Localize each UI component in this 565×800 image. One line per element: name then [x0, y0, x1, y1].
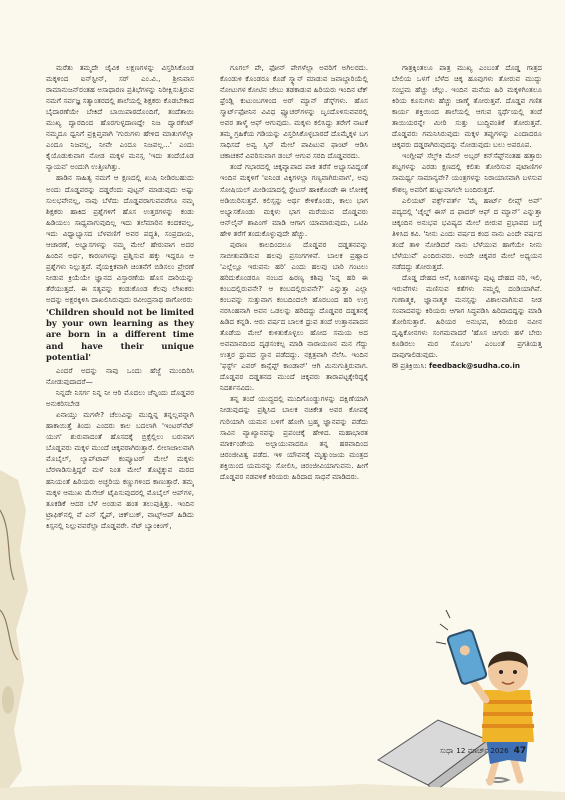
paragraph: ದೊಡ್ಡ ದೇಹದ ಆನೆ, ಸಿಂಹಗಳನ್ನು ಪುಟ್ಟ ದೇಹದ ನರಿ, ಇಲಿ, ಇರುವೆಗಳು ಮಣಿಸುವ ಕತೆಗಳು ನಮ್ಮಲ್ಲಿ ದಂಡಿಯಾಗಿವೆ. ಗುಣಾತ್ಮಕ, ಜ್ಞಾನಾತ್ಮಕ ಮನಸ್ಸನ್ನು ವಿಶಾಲವಾಗಿಸುವ ನೀಡ ಸಂವಾದವನ್ನು ಕಿರಿಯರು ಆಗಾಗ ಸಿದ್ಧಪಡಿಸಿ ಹಿರಿದಾದದ್ದನ್ನು ಮಾಡಿ ತೋರಿಸುತ್ತಾರೆ. ಹಿರಿಯರ ಅನುಭವ, ಕಿರಿಯರ ನವೀನ ದೃಷ್ಟಿಕೋನಗಳು ಸಂಗಮವಾದರೆ 'ಹೊಸ ಚಿಗುರು ಹಳೆ ಬೇರು ಕೂಡಿರಲು ಮರ ಸೊಬಗು' ಎಂಬಂತೆ ಪ್ರಗತಿಯತ್ತ ದಾಪುಗಾಲಿಡುವುದು. — [392, 272, 542, 360]
left-edge-illustration — [0, 470, 30, 800]
verse-lines: ನಿನ್ನದೇ ನಿಸರ್ಗ ನಿನ್ನ ನೀ ಆರಿ ಮೊದಲು ಚೆನ್ನಿಂದು ದೊಡ್ಡವರ ಅನುಕರಿಸಬೇಡ — [46, 388, 194, 409]
paragraph: ಇಂಗ್ಲೀಷ್ ಸೆಲ್ಫ್‌ಕಿ ಮೇನ್ ಅಬ್ಸರ್ ಕನ್‌ಸೆಪ್ಟ್‌ನಂತಹ ಹತ್ತಾರು ಶಬ್ದಗಳನ್ನು ಎರಡು ಕ್ಷಣದಲ್ಲಿ ಕಲಿತು ತೋರಿಸುವ ಪುಟಾಣಿಗಳ ಸಾಮರ್ಥ್ಯ ಸಾಮಾನ್ಯವೇ? ಯಂತ್ರಗಳನ್ನು ನಿರಾಯಾಸವಾಗಿ ಬಳಸುವ ಕೌಶಲ್ಯ ಅವರಿಗೆ ಹುಟ್ಟುವಾಗಲೇ ಬಂದಿರುತ್ತದೆ. — [392, 151, 542, 194]
english-quote: 'Children should not be limited by your own learning as they are born in a different time and have their unique potential' — [46, 307, 194, 362]
paragraph: ಎಂದರೆ ಅದನ್ನು ನಾವು ಒಂದು ಹೆಜ್ಜೆ ಮುಂದಿರಿಸಿ ನೋಡುವುದಾದರೆ— — [46, 366, 194, 387]
paragraph: ತಂದೆ ಗಭಾರದಲ್ಲಿ ಚಿಕ್ಕವ್ಯಾಪಾದ ಪಾಕ ತರೆಸೆ ಅಭ್ಯಾಸವಿದ್ದಂತೆ ಇಂದಿನ ಮಕ್ಕಳಿಗೆ 'ಐನಿಂಡ ವಿಕ್ಕಿಗಳಲ್ಲಾ ಗಣ್ಯವಾಗಿರುವಾಗ', ಅವು ಸೋಷಿಯಲ್ ಮೀಡಿಯಾದಲ್ಲಿ ಸ್ಟೇಟಸ್ ಹಾಕಿಕೊಂಡೇ ಈ ಲೋಕಕ್ಕೆ ಅಡಿಯಿರಿಸುತ್ತವೆ. ಕಲಿಸ್ಸನ್ನು ಅರ್ಥ ಕೇಳಿಕೊಂಡು, ಕಾಲು ಭಾಗ ಅಭ್ಯಾಸಕೊಂಡು ಮಕ್ಕಳು ಭಾಗ ಮರೆಯುವ ದೊಡ್ಡವರು ಆನ್‌ಲೈನ್ ಶಾಪಿಂಗ್ ಮಾಡಿ ಆಗಾಗ ಯಾಮಾರುವುದು, ಒಟಿಪಿ ಹೇಳಿ ತರೆಗೆ ತಂದುಕೊಳ್ಳುವುದೇ ಹೆಚ್ಚು. — [220, 162, 368, 238]
feedback-credit — [392, 360, 542, 371]
paragraph: ಗಾತ್ರಕ್ಕಿಂತಲೂ ಪಾತ್ರ ಮುಖ್ಯ ಎಂಬಂತೆ ದೊಡ್ಡ ಗಾತ್ರದ ಬೇಲಿಯ ಒಳಗೆ ಬೆಳೆದ ಚಿಕ್ಕ ಹೂವುಗಳು ತೋರುವ ಮುದ್ದು ಸಂಭ್ರಮ ಹೆಚ್ಚು ಚೆಲ್ಲು. ಇಂದಿನ ಮನೆಯ ಹಿರಿ ಮಕ್ಕಳಿಗಿಂತಲೂ ಕಿರಿಯ ಕೂಸುಗಳು ಹೆಚ್ಚು ಜಾಣ್ಮೆ ತೋರುತ್ತವೆ. ದೊಡ್ಡವ ಗಣಿತ ಕಾರ್ಯ ಶಕ್ತಿಯಿಂದ ಶಾಲೆಯಲ್ಲಿ ಆಗುವ ಸ್ಪರ್ಧೆಯಲ್ಲಿ ತಂದೆ ತಾಯಿಯರನ್ನೇ ಮೀರಿ ಸುತ್ತು ಬುದ್ಧಿವಂತಿಕೆ ತೋರುತ್ತವೆ. ದೊಡ್ಡವರು ಗಮನಿಸಿರುವುದು ಮಕ್ಕಳ ತಪ್ಪುಗಳನ್ನು ಎಂದಾದರೂ ಚಿಕ್ಕವರು ದಡ್ಡರಾಗಿರುವುದನ್ನು ನೋಡುವುದು ಬಲು ಅಪರೂಪ. — [392, 63, 542, 150]
article-column-2 — [220, 62, 368, 742]
paragraph: ಹಾಡಿನ ಸಾಹಿತ್ಯ ನಮಗೆ ಆ ಕ್ಷಣದಲ್ಲಿ ಖುಷಿ ನೀಡಿರಬಹುದು ಅಂದು ದೊಡ್ಡವರನ್ನು ದಡ್ಡರೆಂದು ಪುಟ್ಟನ್ ಮಾಡುವುದು ಅಷ್ಟು ಸುಲಭವೇನಲ್ಲ, ನಾವು ಬೆಳೆದು ದೊಡ್ಡವರಾಗುವವರೆಗೂ ನಮ್ಮ ಶಿಕ್ಷಕರು ಹಾಕಿದ ಪ್ರಶ್ನೆಗಳಿಗೆ ಹೊಸ ಉತ್ತರಗಳನ್ನು ಕಂಡು ಹಿಡಿಯಲು ಸಾಧ್ಯವಾಗುವುದಿಲ್ಲ ಇದು ತಲೆಮಾರಿನ ಕಂದಕವಲ್ಲ, ಇದು ವಿಧ್ಯಾಭ್ಯಾಸದ ಬೆಳವಣಿಗೆ ಅವರ ಪದ್ಧತಿ, ಸಂಪ್ರದಾಯ, ಆಚಾರಣೆ, ಅಭ್ಯಾಸಗಳನ್ನು ನಮ್ಮ ಮೇಲೆ ಹೇರುವಾಗ ಅದರ ಹಿಂದಿನ ಅರ್ಥ, ಕಾರಣಗಳನ್ನು ಪ್ರಶ್ನಿಸುವ ಹಕ್ಕು ಇದ್ದರೂ ಆ ಪ್ರಶ್ನೆಗಳು ನಿಲ್ಲುತ್ತವೆ. ವೈಯಕ್ತಿಕವಾಗಿ ಚಿಂತನೆಗೆ ಬಿಡಿಸಲು ಪ್ರೇರಣೆ ನೀಡುವ ಕ್ರಿಯೆಯೇ ಜ್ಞಾನದ ವಿಸ್ತಾರಣೆಯ ಹೊಸ ದಾರಿಯನ್ನು ತೆರೆಯುತ್ತದೆ. ಈ ಸತ್ಯವನ್ನು ಕಂಡುಕೊಂಡ ಕೆಲವು ಲೇಖಕರು ಅದನ್ನು ಅಕ್ಷರಕ್ಕಿಳಿಸಿ ದಾಖಲಿಸಿರುವುದು ರವೀಂದ್ರನಾಥ ಠಾಗೋರರು — [46, 173, 194, 304]
paragraph: ಎಲಿಯಟ್ ವರ್ಕ್ಸ್‌ವರ್ತ್ 'ಮೈ ಹಾರ್ಟ್ ಲೀಪ್ಸ್ ಅಪ್' ಪದ್ಯದಲ್ಲಿ 'ಚೈಲ್ಡ್ ಈಸ್ ದ ಫಾದರ್ ಆಫ್ ದ ಮ್ಯಾನ್' ಎನ್ನುತ್ತಾ ಚಿಕ್ಕಂದಿನ ಅನುಭವ ಭವಿಷ್ಯದ ಮೇಲೆ ಬೀರುವ ಪ್ರಭಾವದ ಬಗ್ಗೆ ತಿಳಿಸಿದ ಕವಿ. 'ನೀನು ಎಂದು ವರ್ಷದ ಕಂದ ನಾನು ಎಂದೇ ವರ್ಷದ ತಂದೆ ತಾಳಿ ನೋಡಿದರೆ ನಾನು ಬೆಳೆಯುವ ಹಾಗೆಯೇ ನೀನು ಬೆಳೆಯುವೆ' ಎಂದಿರುವರು. ಅಂದೇ ಚಿಕ್ಕವರ ಮೇಲೆ ಅಧ್ಯಯನ ನಡೆದದ್ದು ತೋರುತ್ತದೆ. — [392, 195, 542, 271]
article-column-3 — [392, 62, 542, 662]
paragraph: ಮರೆತು ತಮ್ಮದೇ ಜೈವಿಕ ಲಕ್ಷಣಗಳನ್ನು ವಿಸ್ತರಿಸಿಕೊಂಡ ಮಕ್ಕಳಿಂದ ಐನ್‌ಸ್ಟೀನ್, ಸರ್ ಎಂ.ವಿ., ಶ್ರೀನಿವಾಸ ರಾಮಾನುಜನ್‌ರಂತಹ ಅಸಾಧಾರಣ ಪ್ರತಿಭೆಗಳನ್ನು ನಿರೀಕ್ಷಿಸುತ್ತಿರುವ ನಮಗೆ ಸರ್ವಜ್ಞ ಸತ್ಯಾಂತರದಲ್ಲಿ ಶಾಲೆಯಲ್ಲಿ ಶಿಕ್ಷಕರು ಕೊಡಬೇಕಾದ ಬೈದಾರಣೆಯೇ ಬೇಕಿದೆ ಬಾಯಿಪಾಠದೊಂದಿಗೆ, ತಂದೆತಾಯಿ ಮುಖ್ಯ ದ್ವಾರದಿಂದ ಹೊರಗುಳ್ಳದಾಣದ್ದೇ ನಿಜ ದ್ವಾರಕೆಂಟ್ ನಮ್ಮದೂ ಧ್ವನಿಗೆ ಪ್ರಕ್ಷಿಪ್ತವಾಗಿ 'ಗುರುಗಳು ಹೇಳಿದ ಮಾತುಗಳೆಲ್ಲಾ ಎಂದೂ ನಿಜವಲ್ಲ, ನೀವೇ ಎಂದೂ ನಿಜವಲ್ಲ...' ಎಂದು ಕೈಯೊಡುಕುವಾಗ ನೋಡ ಮಕ್ಕಳ ಮನಸ್ಸ 'ಇದು ತಂದೆಯೊಡ ನ್ಯಾಯವ' ಅಂದುಗಿ ಉತ್ತಿಣಗಿತ್ತು. — [46, 63, 194, 172]
paragraph: ಗೂಗಲ್ ಪೇ, ಫೋನ್ ಪೇಗಳೆಲ್ಲಾ ಅವರಿಗೆ ಅಗಿಲರದು. ಕೊಂಡುಳಿ ಕೊಂಡರೂ ಕೊಡೆ ಸ್ಕ್ಯಾನ್ ಮಾಡುವ ಜವಾಬ್ದಾರಿಯೆಲ್ಲಿ ನೋಟುಗಳ ಕೋಟಿನ ಜೇಬು ತಡಕಾಡುವ ಹಿರಿಯರು ಇಂದಿನ ಟೆಕ್ ಫ್ರೆಂಡ್ಲಿ ಕುಟುಂಬಗಳಿಂದ ಅರ್ ಮ್ಯಾನ್ ಡೆಸ್ಕ್‌ಗಳು. ಹೊಸ ಸ್ಮಾರ್ಟ್‌ಫೋನಿನ ವಿವಿಧ ಫ್ಯೂಚರ್‌ಗಳನ್ನು ಬೃಂದೊಳಿಸುವವರಲ್ಲಿ ಅವರ ತಾಳ್ಮೆ ಆಫ್ ಆಗುವುದು. ಮಕ್ಕಳು ಕಲಿಸಿದ್ದು ತರೇಗೆ ನಾಟಕೆ ತಮ್ಮ ಗ್ರಹಿಕೆಯ ಗಡಿಯನ್ನು ವಿಸ್ತರಿಸಿಕೊಳ್ಳಬಾರದೆ ದೊಮ್ಮೆಕ್ಕಳ ಬಗ ಸಾಧಿಸದೆ ಅವ್ವ ಸ್ಕಿನ್ ಮೇಲೆ ಪಾಪಿಟುವ ಫಾಂಟ್ ಆಡಿಸಿ ಚಕಾಚಕನೆ ವಿವರಿಸುವಾಗ ಡಂಬ್ ಆಗುವ ಸರದಿ ದೊಡ್ಡವರದು. — [220, 63, 368, 161]
page-number: 47 — [513, 746, 527, 756]
paragraph: ಪುರಾಣ ಕಾಲದಿಂದಲೂ ದೊಡ್ಡವರ ದಡ್ಡತನವನ್ನು ಸಾಬೀತುಪಡಿಸುವ ಹಲವು ಪ್ರಸಂಗಗಳಿವೆ. ಬಾಲಕ ಪ್ರಹ್ಲಾದ 'ಎಲ್ಲೆಲ್ಲೂ ಇರುವನು ಹರಿ' ಎಂದು ಹಲವು ಬಾರಿ ಗಂಟಲು ಹರಿದುಕೊಂಡರೂ ನಂಬದ ಹಿರಣ್ಯ ಕಶಿಪು 'ನಿನ್ನ ಹರಿ ಈ ಕಂಬದಲ್ಲಿರುವನೇ? ಆ ಕಂಬದಲ್ಲಿರುವನೇ?' ಎನ್ನುತ್ತಾ ಎಲ್ಲಾ ಕಂಬವನ್ನು ಸುತ್ತುವಾಗ ಕಂಬದಿಂದಲೇ ಹೊರಬಂದ ಹರಿ ಉಗ್ರ ನರಸಿಂಹನಾಗಿ ಅವನ ಒಡಲನ್ನು ಹರಿದದ್ದು ದೊಡ್ಡವರ ದಡ್ಡತನಕ್ಕೆ ಹಿಡಿದ ಕನ್ನಡಿ. ಆರು ವರ್ಷದ ಬಾಲಕ ಧ್ರುವ ತಂದೆ ಉತ್ತಾನಪಾದನ ತೊಡೆಯ ಮೇಲೆ ಕುಳಿತುಕೊಳ್ಳಲು ಹೋದ ಸಮಯ ಅದ ಅವಮಾನದಿಂದ ದೃಢಸಂಕಲ್ಪ ಮಾಡಿ ನಾರಾಯಣನ ಮನ ಗೆದ್ದು ಉತ್ತರ ಧ್ರುವದ ಸ್ಥಾನ ಪಡೆದದ್ದು. ನಕ್ಷತ್ರವಾಗಿ ನೆಲೆಸಿ. ಇಂದಿನ 'ಫರ್ಸ್ಟ್ ಎವರ್ ಕಾನ್ಸೆಪ್ಟ್ ಕಾಂಡಾನ್' ಆಗಿ ಮಿನುಗುತ್ತಿರುವಾಗ. ದೊಡ್ಡವರ ದಡ್ಡತನದ ಮುಂದೆ ಚಿಕ್ಕವರು ತಾರಾಪಟ್ಟಕ್ಕೇರಿದ್ದಕ್ಕೆ ನಿದರ್ಶನವಿದು. — [220, 239, 368, 393]
feedback-email[interactable]: feedback@sudha.co.in — [428, 361, 520, 371]
paragraph: ತನ್ನ ತಂದೆ ಯುದ್ಧದಲ್ಲಿ ಮುದಿಗೊಂಡ್ಡುಗಳನ್ನು ದಕ್ಷಿಣೆಯಾಗಿ ನೀಡುವುದನ್ನು ಪ್ರಶ್ನಿಸಿದ ಬಾಲಕ ನಚಿಕೇತ ಅವರ ಕೋಪಕ್ಕೆ ಗುರಿಯಾಗಿ ಯಮನ ಬಳಿಗೆ ಹೋಗಿ ಬ್ರಹ್ಮ ಜ್ಞಾನವನ್ನು ಪಡೆದು ಸಾವಿನ ವ್ಯಾಖ್ಯಾನವನ್ನು ಪ್ರಪಂಚಕ್ಕೆ ಹೇಳಿದ. ಮಹಾಭಾರತ ಮಾರ್ಕಂಡೇಯ ಅಲ್ಪಾಯುವಾದರೂ ತನ್ನ ಹಠವಾದಿಂದ ಚಿರಂಜೀವಿತ್ವ ಪಡೆದ. ಇಳಿ ಯೌವನಕ್ಕೆ ಮೃತ್ಯುಂಜಯ ಮಂತ್ರದ ಶಕ್ತಿಯಿಂದ ಯಮನನ್ನು ಸೋಲಿಸಿ, ಚಿರಂಜೀವಿಯಾಗುವನು. ಹೀಗೆ ದೊಡ್ಡವರ ನಡವಳಿಕೆ ಕಿರಿಯರು ಹಿರಿದಾದ ಸಾಧನೆ ಮಾಡಿದರು. — [220, 394, 368, 481]
feedback-label: ಪ್ರತಿಕ್ರಿಯಿಸಿ: — [400, 361, 427, 371]
article-column-1 — [46, 62, 194, 732]
magazine-name: ಸುಧಾ — [440, 746, 454, 755]
bottom-decor — [0, 762, 565, 800]
feedback-icon: ✉ — [392, 361, 399, 371]
page-footer — [440, 744, 550, 758]
paragraph: ಏನಾಯ್ತು ಮಗಳೇ? ಚೆಲುವಿನ್ನು ಮುದ್ದಿನ್ನ ತನ್ನಲ್ಲವನ್ನಾಗಿ ಹಾಕಾಯಿತ್ತೆ ತಿಂದು ಎಂದರು ಕಾಲ ಬದಲಾಗಿ 'ಇಂಟರ್‌ನೆಟ್ ಯುಗ' ಶುರುವಾದಂತೆ ಹೊಸದಕ್ಕೆ ಬ್ರಿಕ್ಸೆಲ್ಲಿಲು ಬರುವಾಗ ಬೊಡ್ಡವರು ಮಕ್ಕಳ ಮುಂದೆ ಚಿಕ್ಕವರಾಗಿರುತ್ತಾರೆ. ಲೀಲಾಜಾಲವಾಗಿ ಮೊಬೈಲ್, ಲ್ಯಾಪ್‌ಟಾಪ್ ಕಂಪ್ಯೂಟರ್ ಮೇಲೆ ಮಕ್ಕಳು ಬೆರಳಾಡಿಸುತ್ತಿದ್ದರೆ ಮಳೆ ನಿಂತ ಮೇಲೆ ತೊಟ್ಟಿಕ್ಕುವ ಮರದ ಹನಿಯಂತೆ ಹಿರಿಯರು ಅಚ್ಚರಿಯ ಕಣ್ಣುಗಳಿಂದ ಕಾಣುತ್ತಾರೆ. ತಮ್ಮ ಮಕ್ಕಳ ಆಮುಖ ಮೆಸೇಜ್ ಟೈಪಿಸುವುದರಲ್ಲಿ ಮೊಬೈಲ್ ಆಪ್‌ಗಳ, ತೂಕಡಿಕೆ ಆದರ ಬೆಳೆ ಅಂಡುವ ಹಂತ ತಲುಪುತ್ತಿತ್ತು. ಇಂದಿನ ಟ್ರಾಫಿಕ್‌ನಲ್ಲಿ ವೆ ಎನ್ ಸ್ಕೈಪ್, ಚಿಕ್‌ಬುಕ್, ವಾಟ್ಸ್‌ಆಪ್ ಹಿಡಿದು ಕಿಸ್ಸನಲ್ಲಿ ನಿಲ್ಲುವವರೆಲ್ಲಾ ದೊಡ್ಡವರೇ. ನೆಟ್ ಬ್ಯಾಂಕಿಂಗ್, — [46, 410, 194, 530]
issue-date: 12 ಮಾರ್ಚ್ 2026 — [456, 746, 509, 755]
